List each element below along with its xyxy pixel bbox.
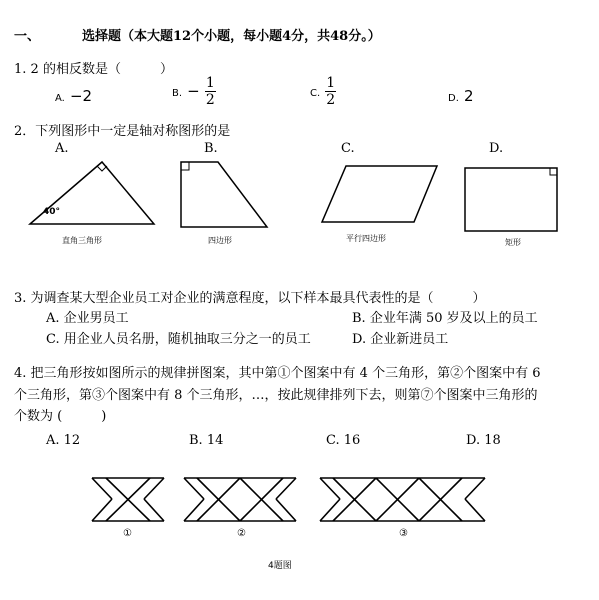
q4-stem-line3: 个数为 ( ) [14,409,107,424]
pattern-2 [184,478,296,521]
caption-right-triangle: 直角三角形 [62,236,102,245]
q3-option-a: A. 企业男员工 [46,311,129,326]
q2-option-a: A. [55,141,69,156]
fraction-denominator: 2 [326,92,336,108]
q4-stem-line2: 个三角形，第③个图案中有 8 个三角形，…，按此规律排列下去，则第⑦个图案中三角形的 [14,388,538,403]
q4-option-b: B. 14 [189,433,224,448]
q4-option-d: D. 18 [466,433,501,448]
caption-rectangle: 矩形 [505,238,521,247]
option-letter: D. [448,93,459,104]
q3-stem: 3. 为调查某大型企业员工对企业的满意程度，以下样本最具代表性的是（ ） [14,291,486,306]
q4-option-c: C. 16 [326,433,361,448]
minus-sign: − [187,82,200,100]
section-title: 选择题（本大题12个小题，每小题4分，共48分。） [82,29,381,44]
section-number: 一、 [14,29,41,44]
fraction-denominator: 2 [205,92,215,108]
q3-option-b: B. 企业年满 50 岁及以上的员工 [352,311,538,326]
option-value: 2 [82,87,93,105]
q2-option-d: D. [489,141,504,156]
q1-stem: 1. 2 的相反数是（ ） [14,62,173,77]
option-value: 2 [463,87,474,105]
q2-stem: 2．下列图形中一定是轴对称图形的是 [14,124,231,139]
pattern-label-2: ② [237,528,246,539]
q4-stem-line1: 4. 把三角形按如图所示的规律拼图案，其中第①个图案中有 4 个三角形，第②个图案中有 6 [14,366,541,381]
option-letter: A. [55,93,65,104]
q3-option-c: C. 用企业人员名册，随机抽取三分之一的员工 [46,332,311,347]
q3-option-d: D. 企业新进员工 [352,332,449,347]
figure-caption: 4题图 [268,561,292,571]
fraction-numerator: 1 [326,75,336,91]
pattern-1 [92,478,164,521]
pattern-3 [320,478,485,521]
minus-sign: − [69,87,83,105]
pattern-label-1: ① [123,528,132,539]
option-letter: C. [310,88,321,99]
option-letter: B. [172,88,183,99]
fraction-numerator: 1 [205,75,215,91]
angle-label: 40° [43,207,61,217]
pattern-label-3: ③ [399,528,408,539]
caption-quadrilateral: 四边形 [208,236,232,245]
caption-parallelogram: 平行四边形 [346,234,386,243]
q2-option-c: C. [341,141,355,156]
q4-option-a: A. 12 [46,433,81,448]
q2-option-b: B. [204,141,218,156]
